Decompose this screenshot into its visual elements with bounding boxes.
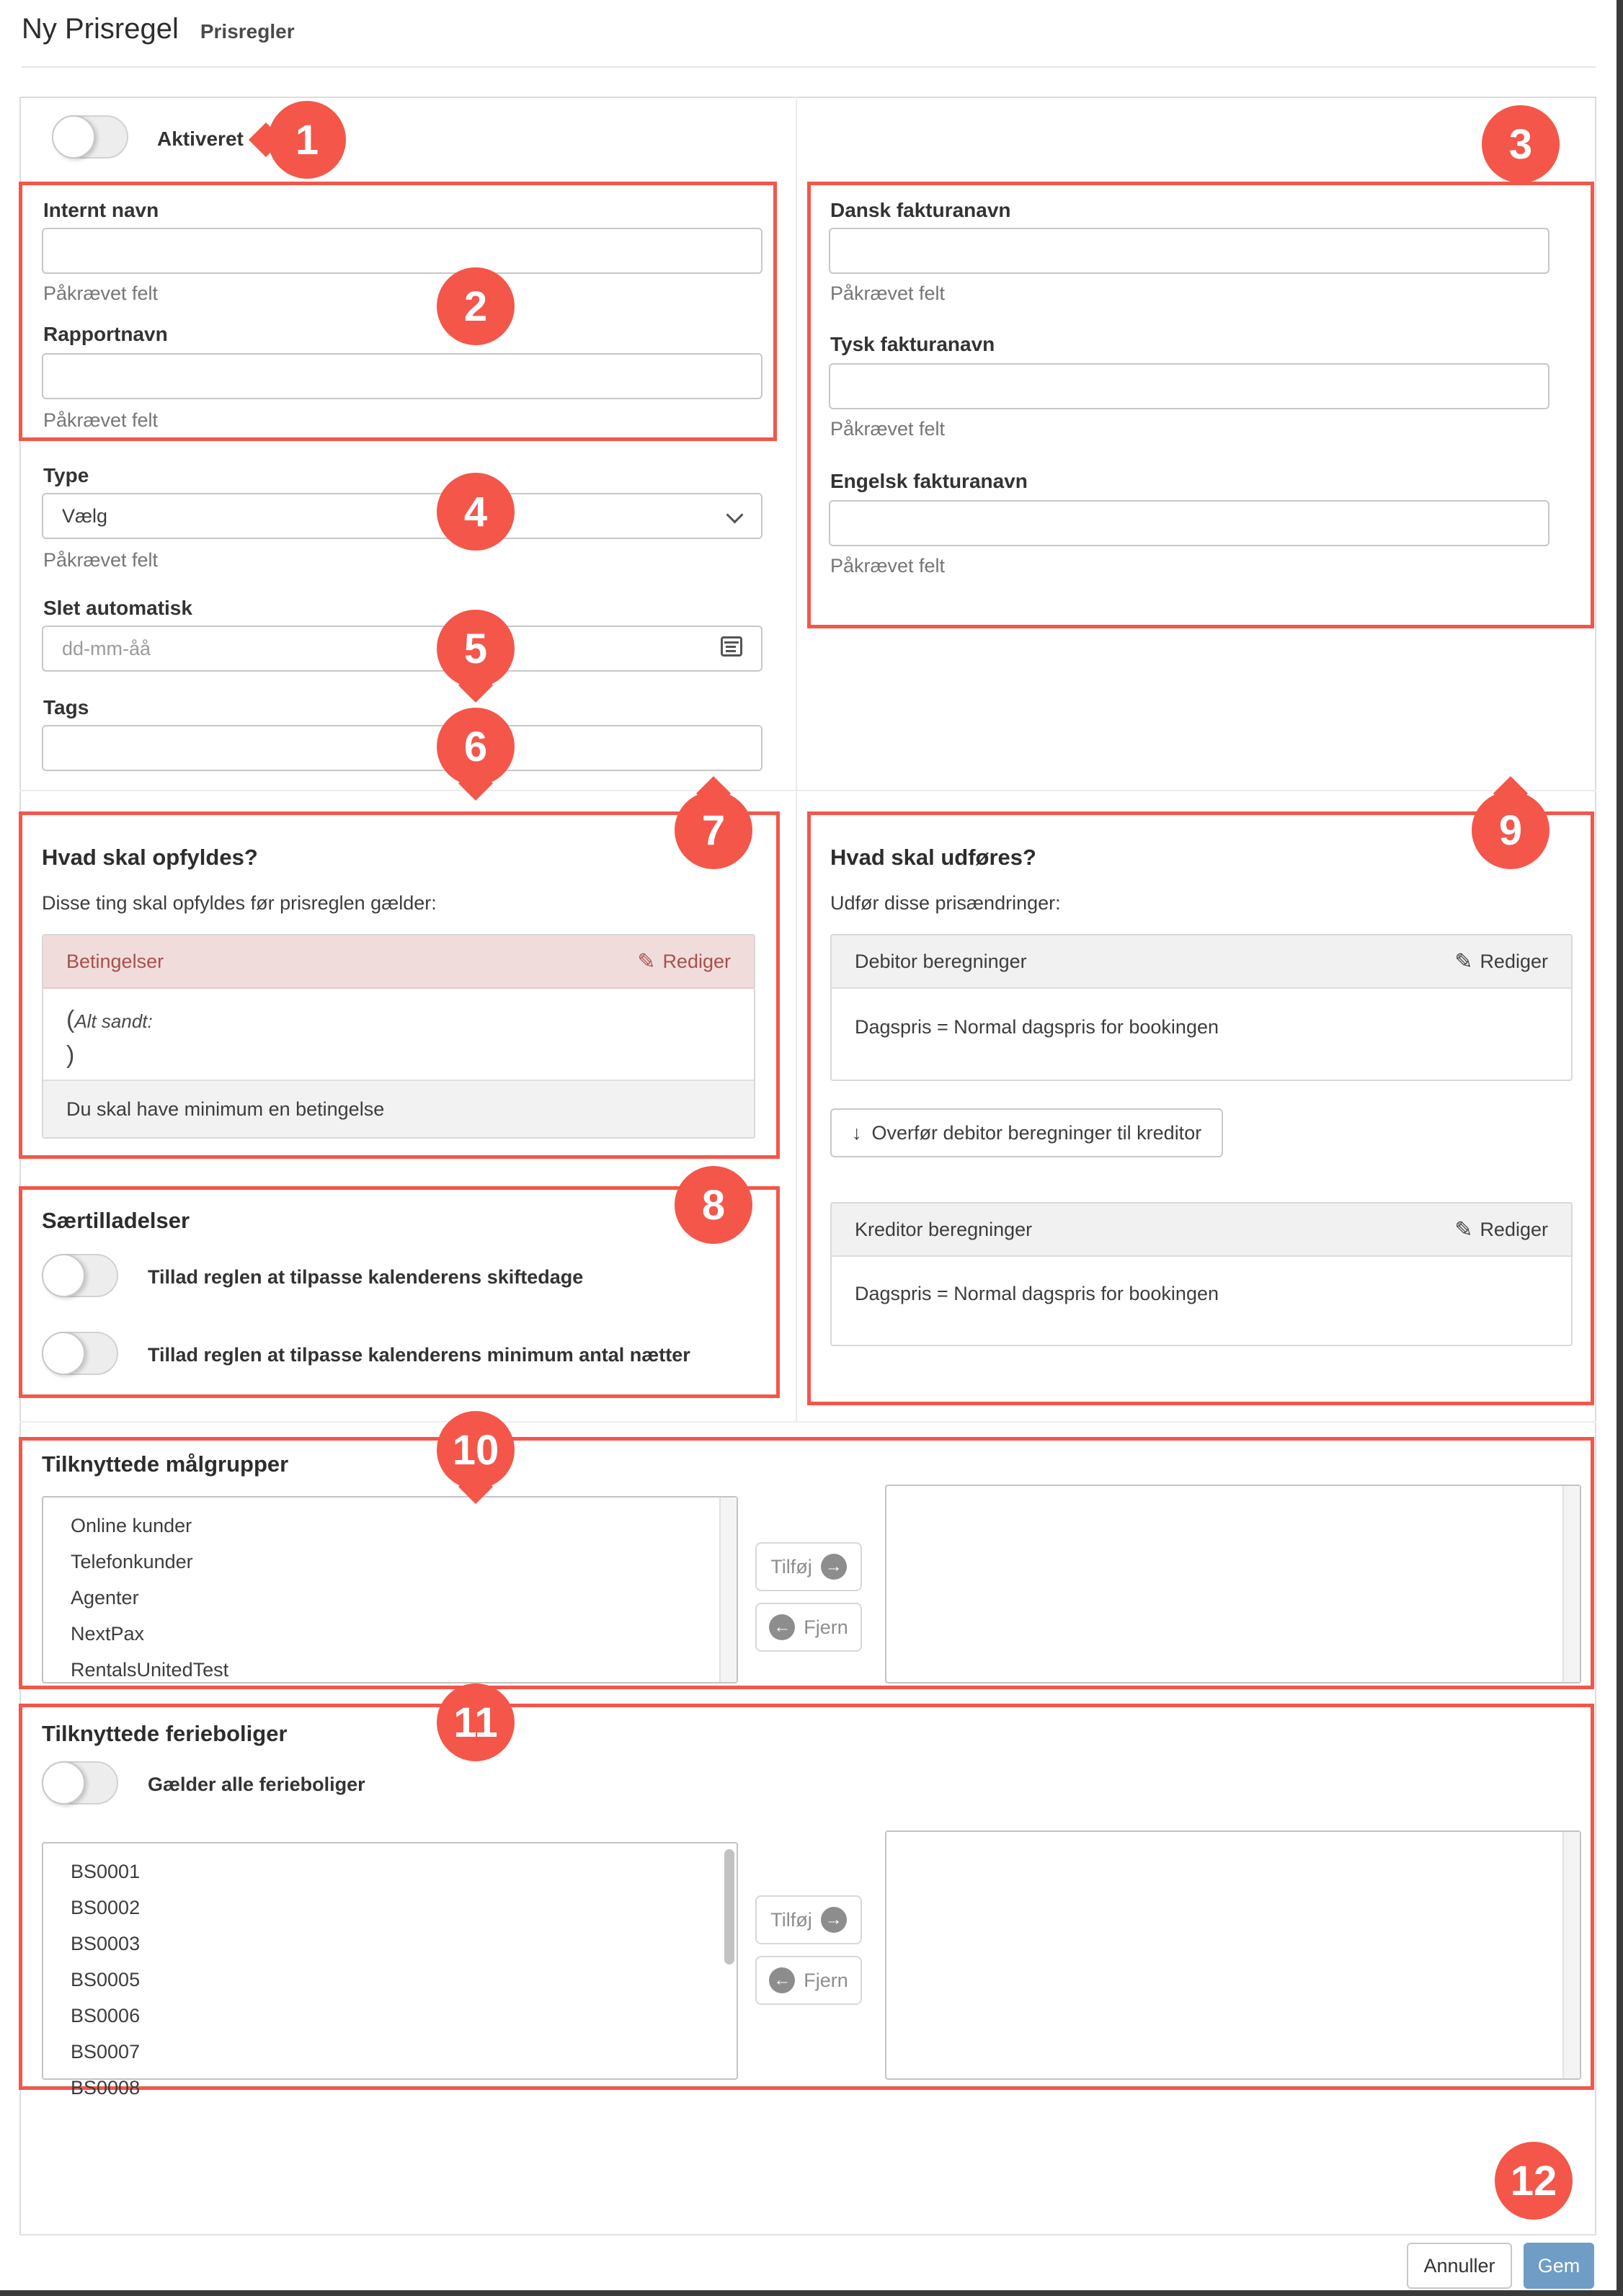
- betingelser-edit-label: Rediger: [662, 950, 731, 972]
- type-label: Type: [43, 464, 89, 486]
- actions-description: Udfør disse prisændringer:: [830, 892, 1061, 914]
- betingelser-card-body: [43, 989, 754, 1087]
- page-title: Ny Prisregel: [22, 13, 179, 45]
- remove-button-label: Fjern: [804, 1969, 848, 1991]
- debitor-edit-label: Rediger: [1480, 950, 1548, 972]
- pencil-icon: ✎: [637, 949, 656, 974]
- betingelser-title: Betingelser: [66, 950, 164, 972]
- debitor-edit-link[interactable]: [1454, 949, 1548, 974]
- target-groups-remove-button[interactable]: [755, 1603, 862, 1652]
- holiday-home-option[interactable]: BS0001: [71, 1861, 141, 1882]
- tysk-fakturanavn-label: Tysk fakturanavn: [830, 333, 995, 355]
- debitor-card-header: [832, 935, 1571, 989]
- slet-automatisk-label: Slet automatisk: [43, 597, 192, 619]
- min-naetter-toggle[interactable]: [42, 1332, 118, 1375]
- type-select-value: Vælg: [62, 504, 108, 527]
- min-naetter-toggle-label: Tillad reglen at tilpasse kalenderens minimum antal nætter: [148, 1344, 690, 1366]
- pencil-icon: ✎: [1454, 949, 1473, 974]
- engelsk-fakturanavn-input[interactable]: [829, 500, 1549, 546]
- betingelser-edit-link[interactable]: [637, 949, 731, 974]
- betingelser-card: [42, 934, 755, 1139]
- engelsk-required-hint: Påkrævet felt: [830, 555, 946, 577]
- tags-input[interactable]: [42, 725, 762, 771]
- all-true-text: Alt sandt:: [74, 1010, 153, 1032]
- arrow-right-circle-icon: →: [821, 1907, 847, 1933]
- pencil-icon: ✎: [1454, 1217, 1473, 1242]
- conditions-heading: Hvad skal opfyldes?: [42, 845, 258, 870]
- annotation-badge-5: 5: [437, 610, 515, 688]
- debitor-card-body: Dagspris = Normal dagspris for bookingen: [855, 1016, 1219, 1038]
- holiday-homes-selected-listbox[interactable]: [885, 1830, 1581, 2080]
- toggle-knob: [52, 115, 95, 159]
- transfer-button-label: Overfør debitor beregninger til kreditor: [871, 1121, 1202, 1144]
- tags-label: Tags: [43, 696, 89, 718]
- betingelser-card-header: [43, 935, 754, 989]
- calendar-icon[interactable]: [721, 636, 742, 657]
- all-holiday-homes-toggle-label: Gælder alle ferieboliger: [148, 1774, 365, 1795]
- target-group-option[interactable]: Agenter: [71, 1587, 139, 1608]
- remove-button-label: Fjern: [804, 1616, 848, 1638]
- saertilladelser-heading: Særtilladelser: [42, 1208, 190, 1233]
- row-divider-1: [19, 790, 1596, 791]
- kreditor-edit-label: Rediger: [1480, 1218, 1548, 1240]
- rapportnavn-input[interactable]: [42, 353, 762, 399]
- annotation-badge-8: 8: [675, 1166, 752, 1244]
- debitor-title: Debitor beregninger: [855, 950, 1027, 972]
- add-button-label: Tilføj: [770, 1555, 812, 1578]
- scrollbar[interactable]: [1562, 1486, 1580, 1682]
- skiftedage-toggle-label: Tillad reglen at tilpasse kalenderens skiftedage: [148, 1266, 584, 1288]
- kreditor-card: [830, 1202, 1573, 1346]
- target-group-option[interactable]: Online kunder: [71, 1515, 192, 1536]
- all-holiday-homes-toggle[interactable]: [42, 1761, 118, 1805]
- target-group-option[interactable]: NextPax: [71, 1623, 145, 1645]
- arrow-down-icon: ↓: [852, 1121, 862, 1144]
- toggle-knob: [42, 1761, 85, 1805]
- target-group-option[interactable]: RentalsUnitedTest: [71, 1659, 229, 1681]
- holiday-homes-remove-button[interactable]: [755, 1956, 862, 2005]
- column-divider: [796, 97, 797, 1421]
- breadcrumb: Prisregler: [200, 20, 295, 43]
- arrow-left-circle-icon: ←: [769, 1967, 795, 1993]
- header-separator: [22, 66, 1596, 68]
- annotation-badge-10: 10: [437, 1411, 515, 1489]
- annotation-badge-6: 6: [437, 708, 515, 786]
- window-edge-bottom: [0, 2290, 1623, 2296]
- dansk-required-hint: Påkrævet felt: [830, 282, 946, 304]
- target-groups-selected-listbox[interactable]: [885, 1485, 1581, 1683]
- toggle-knob: [42, 1254, 85, 1297]
- kreditor-card-body: Dagspris = Normal dagspris for bookingen: [855, 1283, 1219, 1304]
- footer-bar: [19, 2234, 1596, 2292]
- scrollbar[interactable]: [719, 1498, 737, 1682]
- skiftedage-toggle[interactable]: [42, 1254, 118, 1297]
- arrow-right-circle-icon: →: [821, 1554, 847, 1580]
- aktiveret-label: Aktiveret: [157, 128, 244, 150]
- annotation-badge-4: 4: [437, 473, 515, 551]
- dansk-fakturanavn-input[interactable]: [829, 228, 1549, 274]
- window-edge-right: [1617, 0, 1623, 2296]
- kreditor-title: Kreditor beregninger: [855, 1218, 1033, 1240]
- holiday-home-option[interactable]: BS0006: [71, 2005, 141, 2026]
- kreditor-edit-link[interactable]: [1454, 1217, 1548, 1242]
- close-paren: ): [66, 1041, 75, 1069]
- tysk-required-hint: Påkrævet felt: [830, 418, 946, 440]
- type-required-hint: Påkrævet felt: [43, 549, 159, 571]
- holiday-home-option[interactable]: BS0008: [71, 2077, 141, 2099]
- rapportnavn-label: Rapportnavn: [43, 323, 168, 345]
- target-groups-add-button[interactable]: [755, 1542, 862, 1591]
- holiday-home-option[interactable]: BS0005: [71, 1969, 141, 1990]
- conditions-description: Disse ting skal opfyldes før prisreglen gælder:: [42, 892, 437, 914]
- scrollbar-thumb[interactable]: [724, 1849, 734, 1964]
- page-header: [22, 13, 295, 45]
- kreditor-card-header: [832, 1203, 1571, 1257]
- holiday-homes-available-listbox[interactable]: [42, 1842, 738, 2099]
- annotation-badge-12: 12: [1495, 2142, 1573, 2220]
- target-group-option[interactable]: Telefonkunder: [71, 1551, 193, 1572]
- annotation-badge-7: 7: [675, 791, 752, 869]
- target-groups-heading: Tilknyttede målgrupper: [42, 1451, 289, 1477]
- chevron-down-icon: [726, 506, 743, 523]
- save-button[interactable]: Gem: [1524, 2243, 1594, 2289]
- open-paren: (: [66, 1006, 75, 1033]
- slet-automatisk-date-input[interactable]: [42, 626, 762, 672]
- tysk-fakturanavn-input[interactable]: [829, 363, 1549, 409]
- holiday-homes-heading: Tilknyttede ferieboliger: [42, 1721, 288, 1746]
- internt-navn-label: Internt navn: [43, 199, 159, 221]
- transfer-debitor-to-kreditor-button[interactable]: [830, 1108, 1223, 1157]
- engelsk-fakturanavn-label: Engelsk fakturanavn: [830, 470, 1028, 492]
- arrow-left-circle-icon: ←: [769, 1614, 795, 1640]
- aktiveret-toggle[interactable]: [52, 115, 128, 159]
- rapportnavn-required-hint: Påkrævet felt: [43, 409, 159, 431]
- annotation-badge-11: 11: [437, 1683, 515, 1761]
- holiday-home-option[interactable]: BS0002: [71, 1897, 141, 1918]
- internt-navn-input[interactable]: [42, 228, 762, 274]
- actions-heading: Hvad skal udføres?: [830, 845, 1036, 870]
- type-select[interactable]: [42, 493, 762, 539]
- dansk-fakturanavn-label: Dansk fakturanavn: [830, 199, 1011, 221]
- scrollbar[interactable]: [1562, 1832, 1580, 2078]
- toggle-knob: [42, 1332, 85, 1375]
- annotation-badge-2: 2: [437, 267, 515, 345]
- target-groups-available-listbox[interactable]: [42, 1496, 738, 1683]
- annotation-badge-3: 3: [1482, 105, 1560, 183]
- row-divider-2: [19, 1421, 1596, 1423]
- cancel-button[interactable]: Annuller: [1407, 2243, 1512, 2289]
- annotation-badge-9: 9: [1472, 791, 1549, 869]
- holiday-home-option[interactable]: BS0003: [71, 1933, 141, 1954]
- annotation-badge-1: 1: [268, 101, 346, 179]
- holiday-home-option[interactable]: BS0007: [71, 2041, 141, 2063]
- holiday-homes-add-button[interactable]: [755, 1895, 862, 1944]
- add-button-label: Tilføj: [770, 1908, 812, 1931]
- betingelser-card-footer: Du skal have minimum en betingelse: [43, 1080, 754, 1137]
- internt-navn-required-hint: Påkrævet felt: [43, 282, 159, 304]
- debitor-card: [830, 934, 1573, 1081]
